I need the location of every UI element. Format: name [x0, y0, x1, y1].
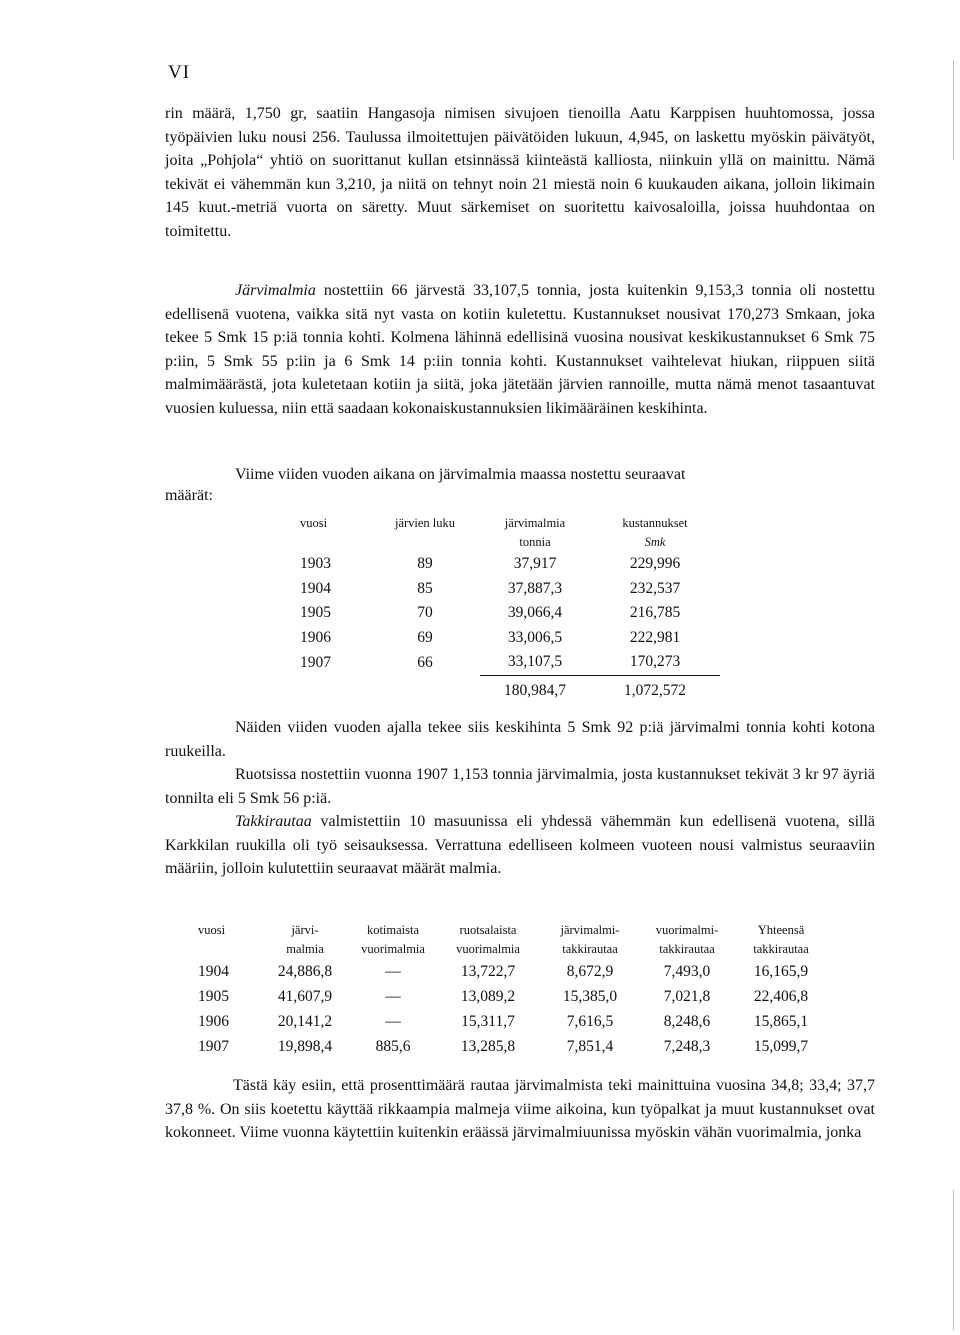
paragraph-iron-percentage: [165, 1074, 875, 1145]
column-header: vuosi: [300, 516, 328, 530]
table-total-row: 180,984,7 1,072,572: [300, 675, 720, 706]
page-number: VI: [168, 62, 191, 83]
table-row: 1903 89 37,917 229,996: [300, 555, 681, 573]
paragraph-text: Tästä käy esiin, että prosenttimäärä rautaa järvimalmista teki mainittuina vuosina 34,8; 33,4; 37,7 37,8 %. On siis koetettu käyttää rikkaampia malmeja viime aikoina, kun työpalkat ja muut kustannukset ovat kokonneet. Viime vuonna käytettiin kuitenkin eräässä järvimalmiuunissa myöskin vähän vuorimalmia, jonka: [165, 1077, 875, 1142]
table-row: 1904 85 37,887,3 232,537: [300, 579, 681, 597]
scan-edge-line: [953, 60, 954, 160]
table-row: 1907 19,898,4 885,6 13,285,8 7,851,4 7,248,3 15,099,7: [198, 1037, 809, 1055]
paragraph-sweden: [165, 763, 875, 810]
paragraph-lake-ore: [165, 279, 875, 421]
column-header: järvimalmi- takkirautaa: [560, 923, 620, 956]
column-header: kustannukset Smk: [622, 516, 688, 549]
lake-ore-table: [300, 514, 720, 706]
paragraph-lake-ore-intro: [165, 463, 875, 487]
table-row: 1906 20,141,2 — 15,311,7 7,616,5 8,248,6 15,865,1: [198, 1012, 809, 1030]
paragraph-text: nostettiin 66 järvestä 33,107,5 tonnia, josta kuitenkin 9,153,3 tonnia oli nostettu edellisenä vuotena, vaikka sitä nyt vasta on kotiin kuletettu. Kustannukset nousivat 170,273 Smkaan, joka tekee 5 Smk 15 p:iä tonnia kohti. Kolmena lähinnä edellisinä vuosina nousivat keskikustannukset 6 Smk 75 p:iin, 5 Smk 55 p:iin ja 6 Smk 14 p:iin tonnia kohti. Kustannukset vaihtelevat hiukan, riippuen siitä malmimäärästä, jota kuletetaan kotiin ja siitä, joka jätetään järvien rannoille, mutta nämä menot tasaantuvat vuosien kuluessa, niin että saadaan kokonaiskustannuksien likimääräinen keskihinta.: [165, 282, 875, 417]
table-header-row: [300, 514, 720, 552]
paragraph-text: Viime viiden vuoden aikana on järvimalmia maassa nostettu seuraavat: [235, 466, 686, 483]
paragraph-text: valmistettiin 10 masuunissa eli yhdessä vähemmän kun edellisenä vuotena, sillä Karkkilan ruukilla oli työ seisauksessa. Verrattuna edelliseen kolmeen vuoteen nousi valmistus seuraaviin määriin, jolloin kulutettiin seuraavat määrät malmia.: [165, 813, 875, 878]
column-header: vuosi: [198, 923, 226, 937]
table-row: 1907 66 33,107,5 170,273: [300, 653, 681, 671]
table-row: 1906 69 33,006,5 222,981: [300, 628, 681, 646]
pig-iron-term: Takkirautaa: [235, 813, 312, 830]
column-header: vuorimalmi- takkirautaa: [655, 923, 719, 956]
scan-edge-line: [953, 1190, 954, 1330]
column-header: järvi- malmia: [286, 923, 324, 956]
paragraph-text: rin määrä, 1,750 gr, saatiin Hangasoja nimisen sivujoen tienoilla Aatu Karppisen huuhtomossa, jossa työpäivien luku nousi 256. Taulussa ilmoitettujen päivätöiden lukuun, 4,945, on laskettu myöskin päivätyöt, joita „Pohjola“ yhtiö on suorittanut kullan etsinnässä kiinteästä kalliosta, niinkuin yllä on mainittu. Nämä tekivät ei vähemmän kun 3,210, ja niitä on tehnyt noin 21 miestä noin 6 kuukauden aikana, jolloin likimain 145 kuut.-metriä vuorta on säretty. Muut särkemiset on suoritettu kaivosaloilla, joissa huuhdontaa on toimitettu.: [165, 105, 875, 240]
pig-iron-table: [198, 921, 828, 1059]
table-row: 1905 70 39,066,4 216,785: [300, 604, 681, 622]
column-header: kotimaista vuorimalmia: [361, 923, 425, 956]
table-row: 1904 24,886,8 — 13,722,7 8,672,9 7,493,0 16,165,9: [198, 962, 809, 980]
paragraph-text: Näiden viiden vuoden ajalla tekee siis keskihinta 5 Smk 92 p:iä järvimalmi tonnia kohti kotona ruukeilla.: [165, 719, 875, 760]
paragraph-pig-iron: [165, 810, 875, 881]
column-header: ruotsalaista vuorimalmia: [456, 923, 520, 956]
lake-ore-term: Järvimalmia: [235, 282, 316, 299]
paragraph-average-price: [165, 716, 875, 763]
amounts-label: määrät:: [165, 487, 213, 504]
column-header: järvien luku: [394, 516, 456, 530]
table-row: 1905 41,607,9 — 13,089,2 15,385,0 7,021,8 22,406,8: [198, 987, 809, 1005]
column-header: järvimalmia tonnia: [504, 516, 566, 549]
paragraph-text: Ruotsissa nostettiin vuonna 1907 1,153 tonnia järvimalmia, josta kustannukset tekivät 3 kr 97 äyriä tonnilta eli 5 Smk 56 p:iä.: [165, 766, 875, 807]
column-header: Yhteensä takkirautaa: [753, 923, 809, 956]
table-header-row: [198, 921, 828, 959]
paragraph-gold-washing: [165, 102, 875, 244]
